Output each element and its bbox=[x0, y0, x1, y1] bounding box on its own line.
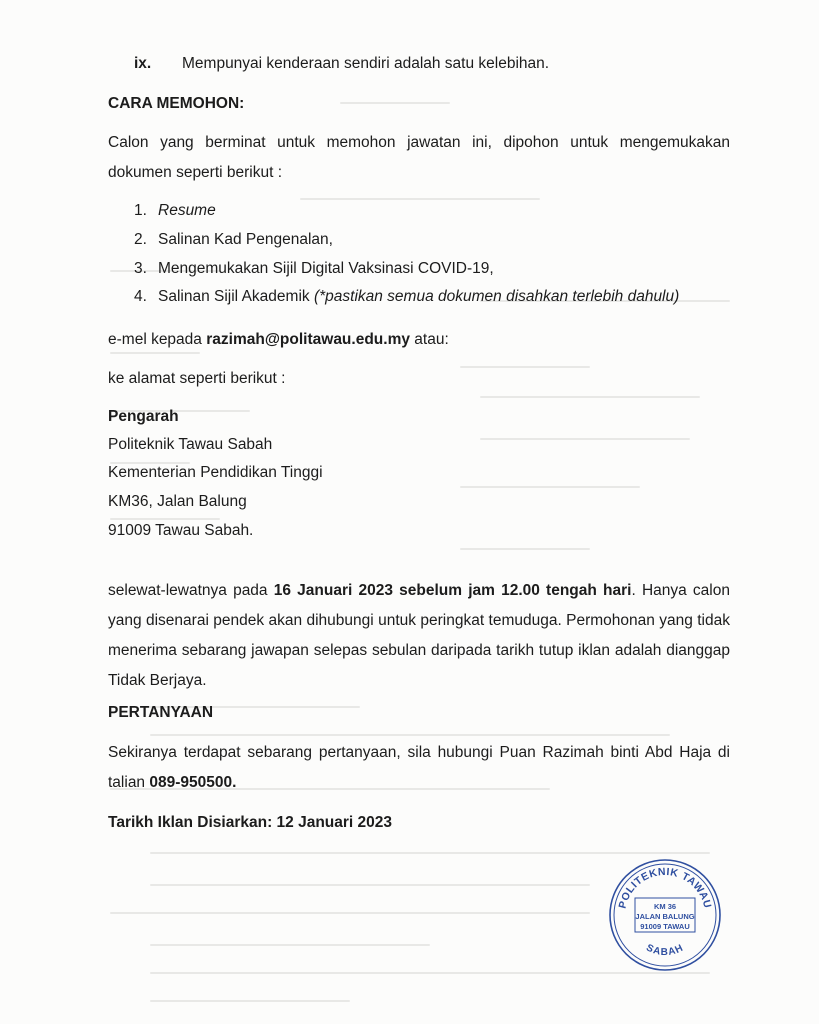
official-stamp bbox=[607, 857, 723, 973]
contact-phone: 089-950500. bbox=[149, 774, 237, 791]
cara-memohon-intro: Calon yang berminat untuk memohon jawatan ini, dipohon untuk mengemukakan dokumen seperti berikut : bbox=[108, 134, 730, 181]
list-marker-ix: ix. bbox=[134, 55, 152, 72]
advert-date: Tarikh Iklan Disiarkan: 12 Januari 2023 bbox=[108, 814, 393, 831]
document-item-1: 1. Resume bbox=[134, 202, 216, 219]
email-line: e-mel kepada razimah@politawau.edu.my atau: bbox=[108, 331, 449, 348]
stamp-line-2: JALAN BALUNG bbox=[635, 912, 695, 921]
address-recipient: Pengarah bbox=[108, 408, 179, 425]
stamp-arc-top: POLITEKNIK TAWAU bbox=[616, 865, 714, 910]
pertanyaan-text: Sekiranya terdapat sebarang pertanyaan, sila hubungi Puan Razimah binti Abd Haja di talian 089-950500. bbox=[108, 744, 730, 791]
address-line: KM36, Jalan Balung bbox=[108, 493, 247, 510]
stamp-arc-bottom: SABAH bbox=[644, 942, 686, 959]
pertanyaan-heading: PERTANYAAN bbox=[108, 704, 214, 721]
cara-memohon-heading: CARA MEMOHON: bbox=[108, 95, 245, 112]
address-line: 91009 Tawau Sabah. bbox=[108, 522, 254, 539]
requirement-ix-text: Mempunyai kenderaan sendiri adalah satu kelebihan. bbox=[182, 55, 550, 72]
svg-text:SABAH bbox=[644, 942, 685, 958]
stamp-line-1: KM 36 bbox=[653, 902, 677, 911]
address-line: Kementerian Pendidikan Tinggi bbox=[108, 464, 323, 481]
document-item-4: 4. Salinan Sijil Akademik (*pastikan semua dokumen disahkan terlebih dahulu) bbox=[134, 288, 680, 305]
stamp-line-3: 91009 TAWAU bbox=[640, 922, 690, 931]
email-link[interactable]: razimah@politawau.edu.my bbox=[206, 331, 410, 348]
address-intro: ke alamat seperti berikut : bbox=[108, 370, 286, 387]
document-item-3: 3. Mengemukakan Sijil Digital Vaksinasi COVID-19, bbox=[134, 260, 494, 277]
document-item-2: 2. Salinan Kad Pengenalan, bbox=[134, 231, 333, 248]
deadline-paragraph: selewat-lewatnya pada 16 Januari 2023 sebelum jam 12.00 tengah hari. Hanya calon yang disenarai pendek akan dihubungi untuk peringkat temuduga. Permohonan yang tidak menerima sebarang jawapan selepas sebulan daripada tarikh tutup iklan adalah dianggap Tidak Berjaya. bbox=[108, 582, 730, 689]
address-line: Politeknik Tawau Sabah bbox=[108, 436, 273, 453]
deadline-date: 16 Januari 2023 sebelum jam 12.00 tengah hari bbox=[273, 582, 632, 599]
document-note: (*pastikan semua dokumen disahkan terlebih dahulu) bbox=[313, 288, 680, 305]
